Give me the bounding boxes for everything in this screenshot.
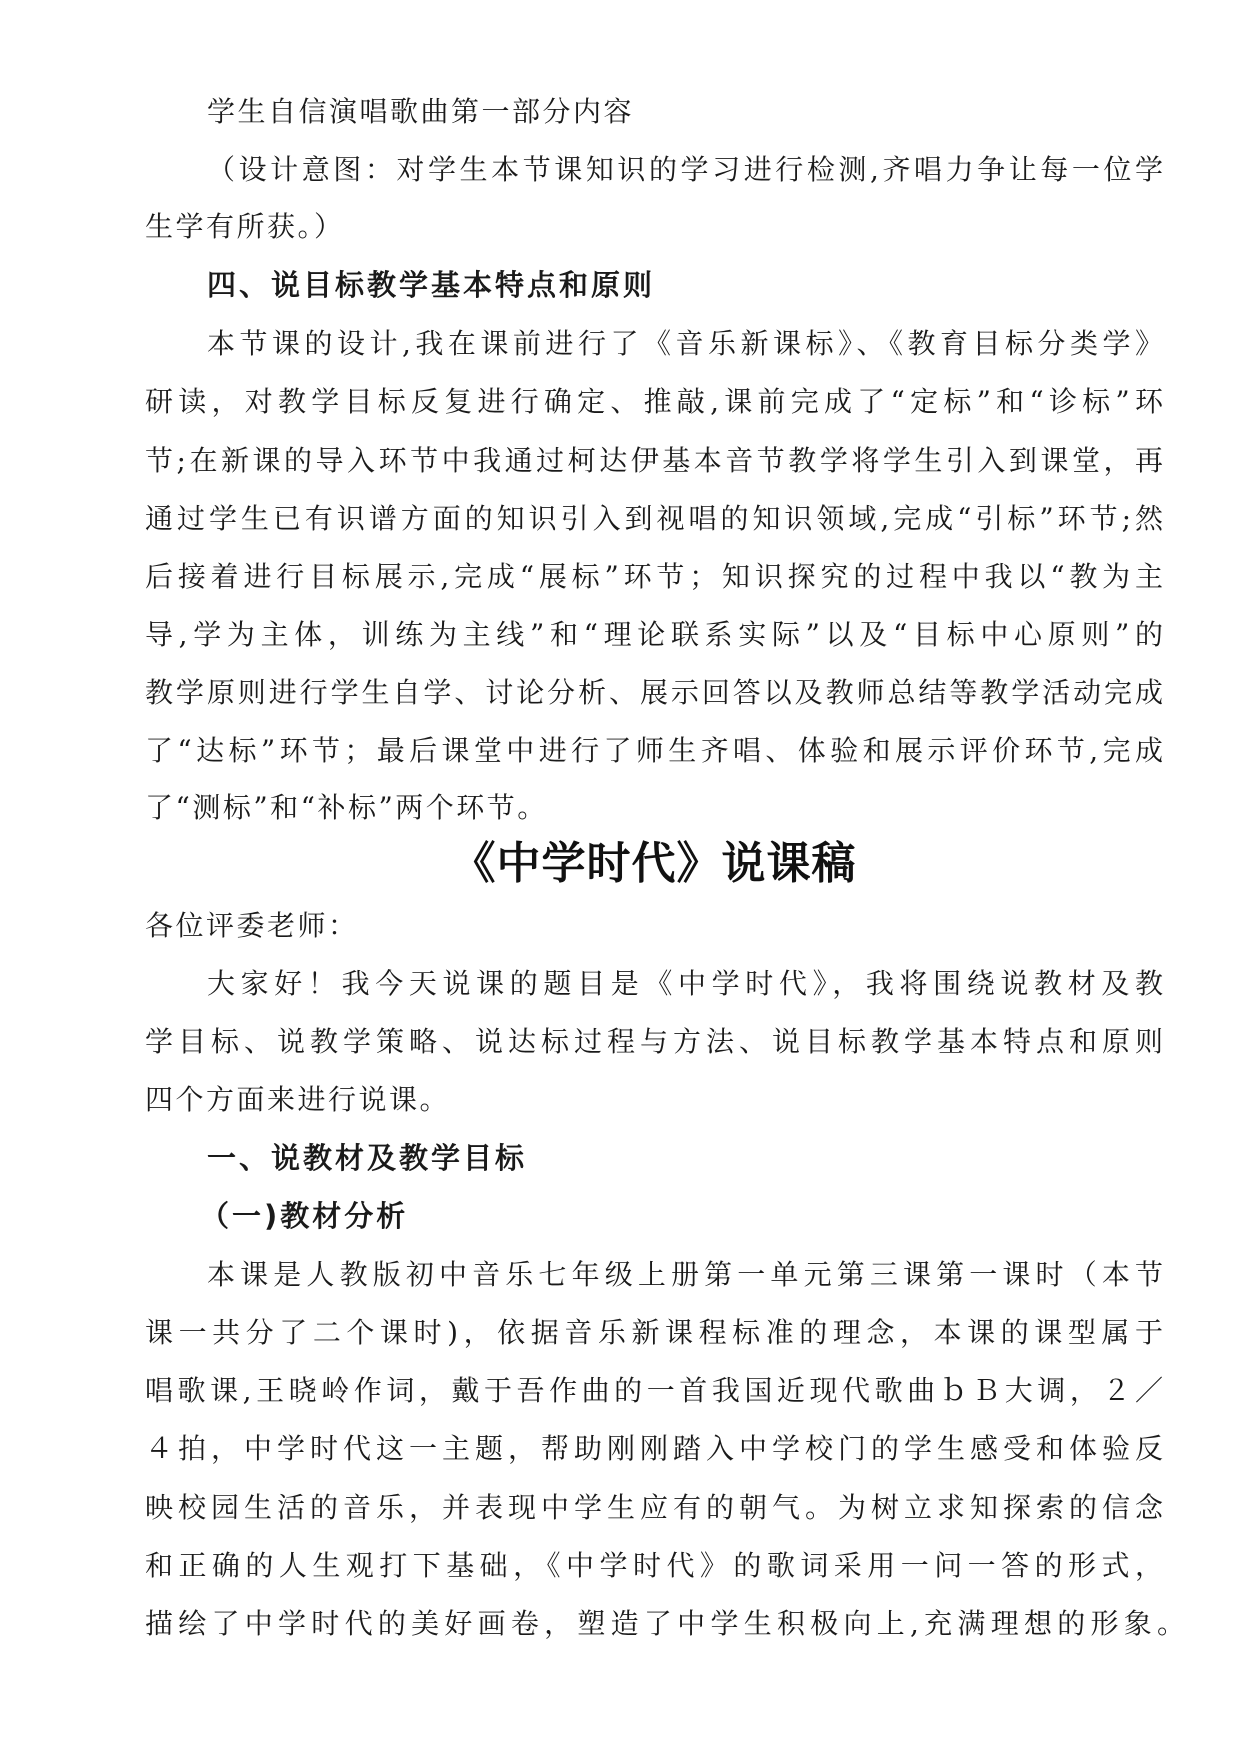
salutation: 各位评委老师： xyxy=(145,909,359,942)
paragraph-line: 学生自信演唱歌曲第一部分内容 xyxy=(207,95,635,128)
paragraph-line: 本课是人教版初中音乐七年级上册第一单元第三课第一课时（本节 xyxy=(207,1258,1163,1291)
paragraph-line: 课一共分了二个课时)，依据音乐新课程标准的理念，本课的课型属于 xyxy=(145,1316,1163,1349)
paragraph-line: 唱歌课,王晓岭作词，戴于吾作曲的一首我国近现代歌曲ｂＢ大调，２／ xyxy=(145,1374,1163,1407)
paragraph-line: 后接着进行目标展示,完成“展标”环节；知识探究的过程中我以“教为主 xyxy=(145,560,1163,593)
document-title: 《中学时代》说课稿 xyxy=(451,838,857,889)
paragraph-line: 生学有所获。） xyxy=(145,210,345,243)
paragraph-line: 大家好！我今天说课的题目是《中学时代》，我将围绕说教材及教 xyxy=(207,967,1163,1000)
paragraph-line: 映校园生活的音乐，并表现中学生应有的朝气。为树立求知探索的信念 xyxy=(145,1491,1163,1524)
paragraph-line: 通过学生已有识谱方面的知识引入到视唱的知识领域,完成“引标”环节;然 xyxy=(145,502,1163,535)
paragraph-line: 了“测标”和“补标”两个环节。 xyxy=(145,791,548,824)
paragraph-line: 学目标、说教学策略、说达标过程与方法、说目标教学基本特点和原则 xyxy=(145,1025,1163,1058)
paragraph-line: 和正确的人生观打下基础，《中学时代》的歌词采用一问一答的形式， xyxy=(145,1549,1163,1582)
paragraph-line: 节;在新课的导入环节中我通过柯达伊基本音节教学将学生引入到课堂，再 xyxy=(145,444,1163,477)
paragraph-line: 教学原则进行学生自学、讨论分析、展示回答以及教师总结等教学活动完成 xyxy=(145,676,1163,709)
section-heading: 四、说目标教学基本特点和原则 xyxy=(207,268,656,302)
subsection-heading: （一)教材分析 xyxy=(200,1199,409,1233)
paragraph-line: ４拍，中学时代这一主题，帮助刚刚踏入中学校门的学生感受和体验反 xyxy=(145,1432,1163,1465)
paragraph-line: （设计意图：对学生本节课知识的学习进行检测,齐唱力争让每一位学 xyxy=(207,153,1163,186)
paragraph-line: 本节课的设计,我在课前进行了《音乐新课标》、《教育目标分类学》 xyxy=(207,327,1163,360)
paragraph-line: 研读，对教学目标反复进行确定、推敲,课前完成了“定标”和“诊标”环 xyxy=(145,385,1163,418)
paragraph-line: 了“达标”环节；最后课堂中进行了师生齐唱、体验和展示评价环节,完成 xyxy=(145,734,1163,767)
paragraph-line: 导,学为主体，训练为主线”和“理论联系实际”以及“目标中心原则”的 xyxy=(145,618,1163,651)
section-heading: 一、说教材及教学目标 xyxy=(207,1141,528,1175)
paragraph-line: 四个方面来进行说课。 xyxy=(145,1083,451,1116)
paragraph-line: 描绘了中学时代的美好画卷，塑造了中学生积极向上,充满理想的形象。 xyxy=(145,1607,1185,1640)
